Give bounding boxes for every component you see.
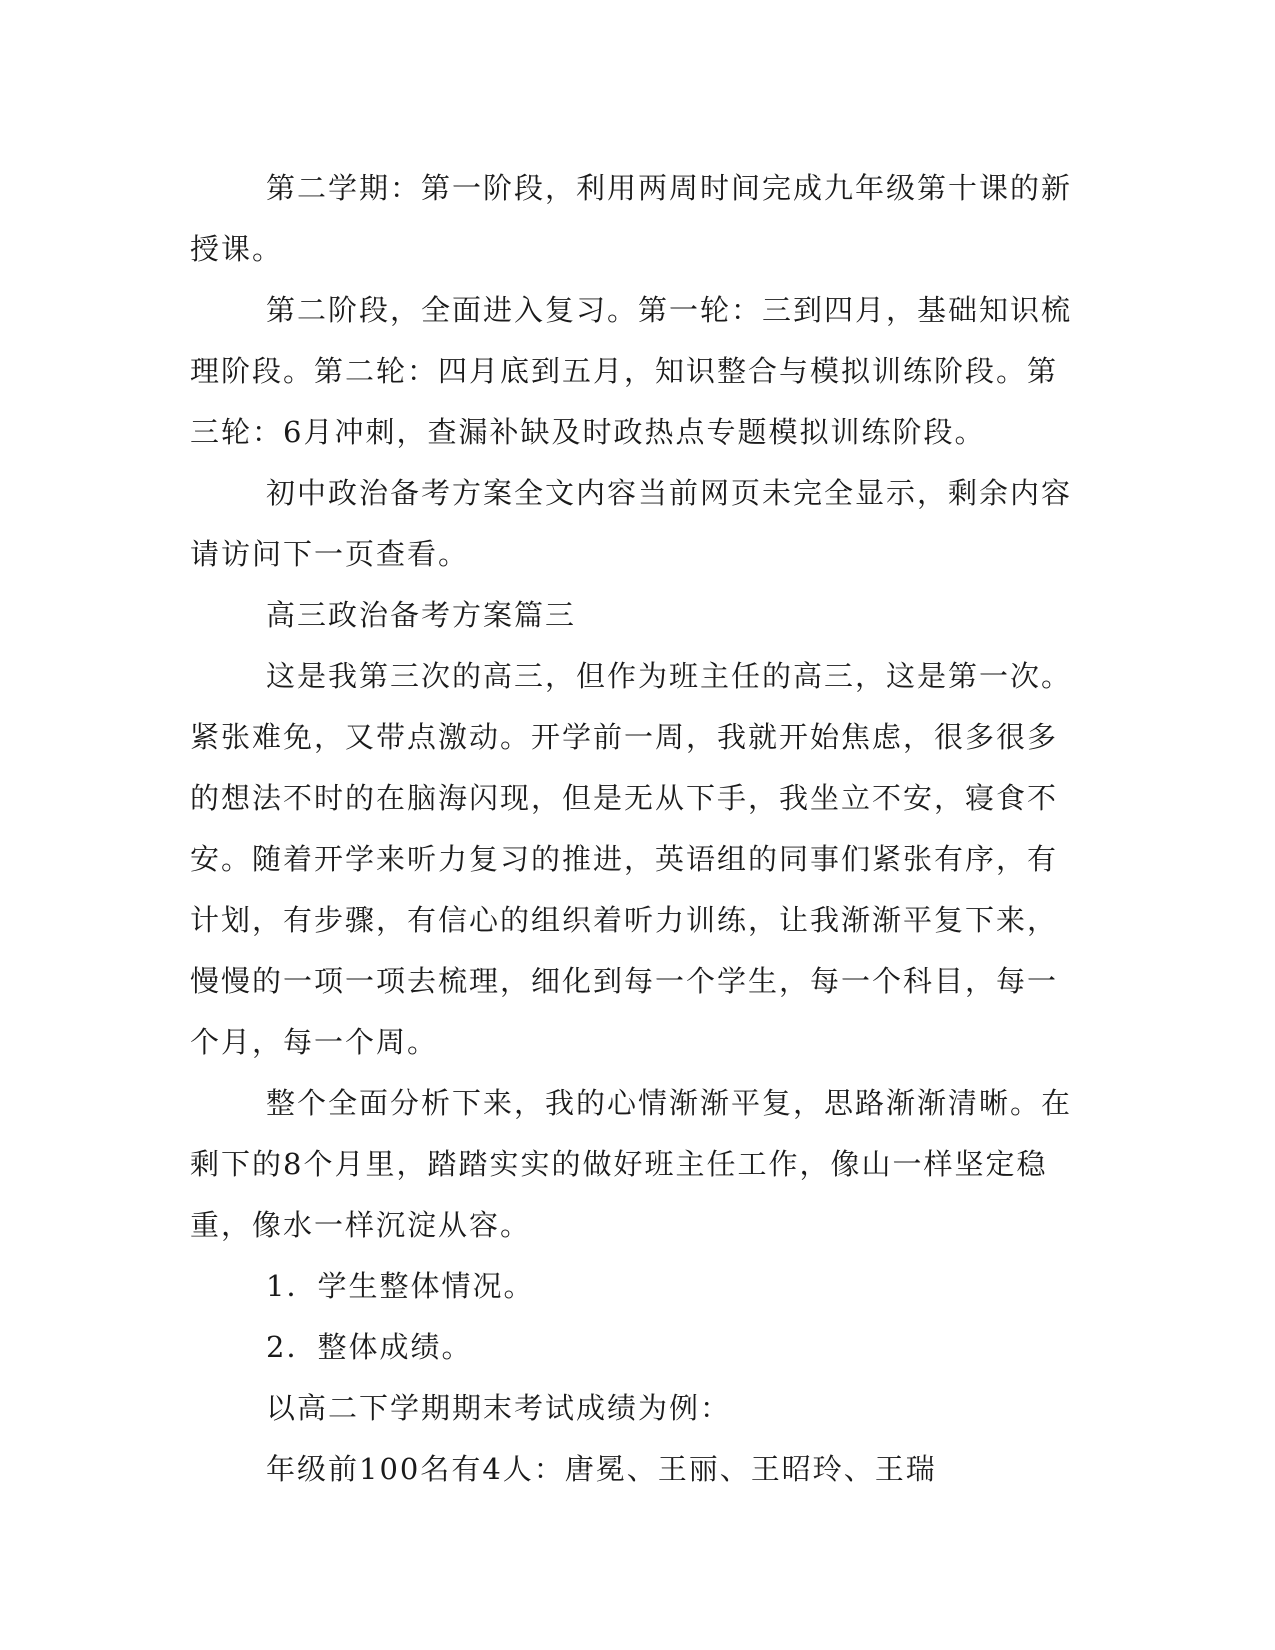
paragraph-review-stages: 第二阶段，全面进入复习。第一轮：三到四月，基础知识梳理阶段。第二轮：四月底到五月，知识整合与模拟训练阶段。第三轮：6月冲刺，查漏补缺及时政热点专题模拟训练阶段。 (190, 293, 1073, 449)
paragraph-intro: 这是我第三次的高三，但作为班主任的高三，这是第一次。紧张难免，又带点激动。开学前一周，我就开始焦虑，很多很多的想法不时的在脑海闪现，但是无从下手，我坐立不安，寝食不安。随着开学来听力复习的推进，英语组的同事们紧张有序，有计划，有步骤，有信心的组织着听力训练，让我渐渐平复下来，慢慢的一项一项去梳理，细化到每一个学生，每一个科目，每一个月，每一个周。 (190, 659, 1073, 1059)
paragraph-analysis: 整个全面分析下来，我的心情渐渐平复，思路渐渐清晰。在剩下的8个月里，踏踏实实的做好班主任工作，像山一样坚定稳重，像水一样沉淀从容。 (190, 1086, 1073, 1242)
paragraph-continue-notice: 初中政治备考方案全文内容当前网页未完全显示，剩余内容请访问下一页查看。 (190, 476, 1073, 571)
paragraph-top-students: 年级前100名有4人：唐冕、王丽、王昭玲、王瑞 (266, 1452, 937, 1486)
section-heading: 高三政治备考方案篇三 (266, 598, 577, 632)
paragraph-example-intro: 以高二下学期期末考试成绩为例： (266, 1391, 732, 1425)
list-item-student-overview: 1．学生整体情况。 (266, 1269, 535, 1303)
document-body (190, 158, 1085, 1500)
list-item-overall-scores: 2．整体成绩。 (266, 1330, 473, 1364)
paragraph-semester-plan: 第二学期：第一阶段，利用两周时间完成九年级第十课的新授课。 (190, 171, 1073, 266)
